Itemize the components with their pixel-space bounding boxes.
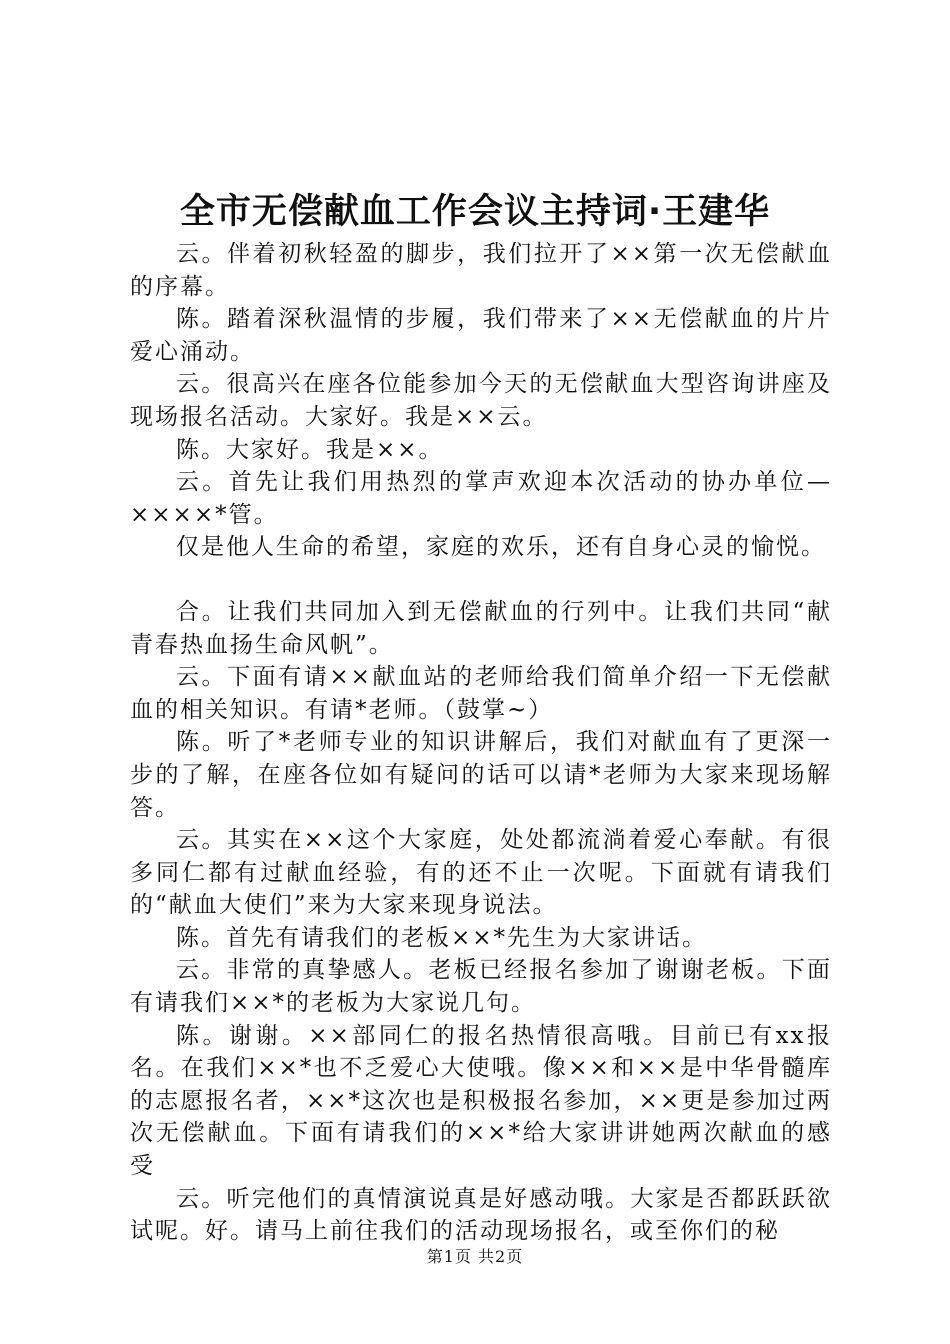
page-footer: 第1页 共2页	[426, 1247, 524, 1266]
paragraph: 云。听完他们的真情演说真是好感动哦。大家是否都跃跃欲试呢。好。请马上前往我们的活动现场报名，或至你们的秘	[130, 1185, 832, 1245]
paragraph: 云。很高兴在座各位能参加今天的无偿献血大型咨询讲座及现场报名活动。大家好。我是××云。	[130, 371, 832, 430]
paragraph: 云。首先让我们用热烈的掌声欢迎本次活动的协办单位—××××*管。	[130, 469, 832, 528]
paragraph: 陈。踏着深秋温情的步履，我们带来了××无偿献血的片片爱心涌动。	[130, 306, 832, 365]
paragraph: 合。让我们共同加入到无偿献血的行列中。让我们共同“献青春热血扬生命风帆”。	[130, 598, 832, 658]
paragraph: 仅是他人生命的希望，家庭的欢乐，还有自身心灵的愉悦。	[176, 534, 826, 561]
paragraph: 陈。听了*老师专业的知识讲解后，我们对献血有了更深一步的了解，在座各位如有疑问的话可以请*老师为大家来现场解答。	[130, 729, 832, 821]
paragraph: 云。非常的真挚感人。老板已经报名参加了谢谢老板。下面有请我们××*的老板为大家说几句。	[130, 957, 832, 1017]
document-body	[130, 238, 832, 1248]
paragraph: 云。下面有请××献血站的老师给我们简单介绍一下无偿献血的相关知识。有请*老师。（鼓掌~）	[130, 664, 832, 723]
paragraph: 陈。谢谢。××部同仁的报名热情很高哦。目前已有xx报名。在我们××*也不乏爱心大使哦。像××和××是中华骨髓库的志愿报名者，××*这次也是积极报名参加，××更是参加过两次无偿献血。下面有请我们的××*给大家讲讲她两次献血的感受	[130, 1022, 832, 1180]
paragraph: 云。伴着初秋轻盈的脚步，我们拉开了××第一次无偿献血的序幕。	[130, 241, 832, 300]
paragraph: 陈。首先有请我们的老板××*先生为大家讲话。	[176, 924, 708, 951]
paragraph: 云。其实在××这个大家庭，处处都流淌着爱心奉献。有很多同仁都有过献血经验，有的还不止一次呢。下面就有请我们的“献血大使们”来为大家来现身说法。	[130, 827, 832, 919]
paragraph: 陈。大家好。我是××。	[176, 436, 444, 463]
document-title: 全市无偿献血工作会议主持词·王建华	[179, 192, 771, 232]
